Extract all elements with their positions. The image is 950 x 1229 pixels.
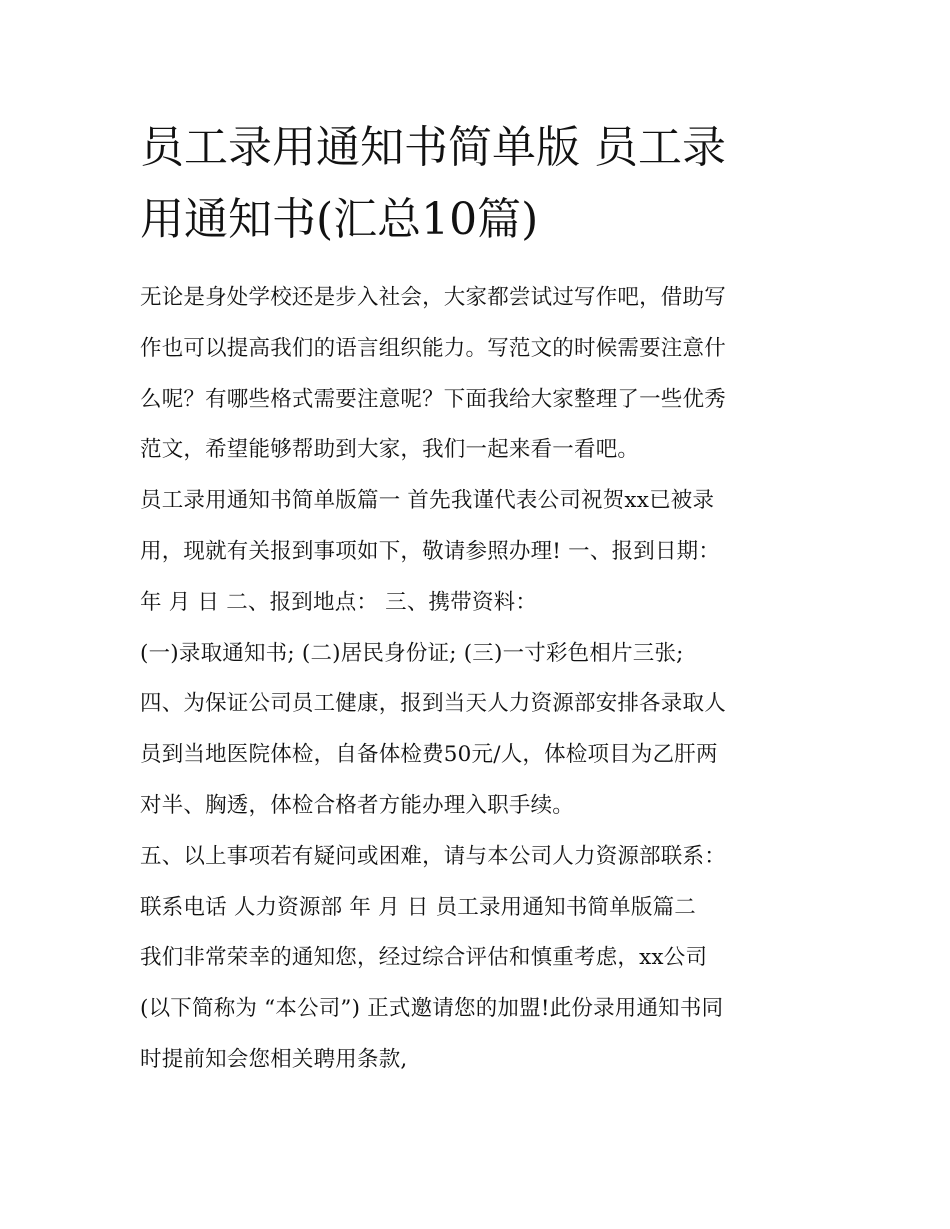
body-line: 范文，希望能够帮助到大家，我们一起来看一看吧。 [140, 437, 640, 463]
body-line: 年 月 日 二、报到地点： 三、携带资料： [140, 589, 538, 615]
body-line: 用，现就有关报到事项如下，敬请参照办理! 一、报到日期： [140, 538, 721, 564]
body-line: 四、为保证公司员工健康，报到当天人力资源部安排各录取人 [140, 691, 726, 717]
body-line: 作也可以提高我们的语言组织能力。写范文的时候需要注意什 [140, 335, 726, 361]
body-line: 五、以上事项若有疑问或困难，请与本公司人力资源部联系： [140, 843, 726, 869]
body-line: 员到当地医院体检，自备体检费50元/人，体检项目为乙肝两 [140, 742, 718, 768]
title-line-1: 员工录用通知书简单版 员工录 [140, 122, 726, 173]
body-line: (一)录取通知书; (二)居民身份证; (三)一寸彩色相片三张; [140, 640, 684, 666]
document-title [140, 112, 820, 256]
body-line: 无论是身处学校还是步入社会，大家都尝试过写作吧，借助写 [140, 285, 726, 310]
body-line: 我们非常荣幸的通知您，经过综合评估和慎重考虑，xx公司 [140, 945, 708, 971]
body-line: 联系电话 人力资源部 年 月 日 员工录用通知书简单版篇二 [140, 894, 696, 920]
body-line: 时提前知会您相关聘用条款, [140, 1046, 408, 1072]
body-line: (以下简称为 “本公司”) 正式邀请您的加盟!此份录用通知书同 [140, 996, 724, 1022]
document-body [140, 273, 820, 1086]
body-line: 对半、胸透，体检合格者方能办理入职手续。 [140, 792, 575, 818]
title-line-2: 用通知书(汇总10篇) [140, 194, 539, 245]
body-line: 员工录用通知书简单版篇一 首先我谨代表公司祝贺xx已被录 [140, 488, 715, 514]
body-line: 么呢？有哪些格式需要注意呢？下面我给大家整理了一些优秀 [140, 386, 726, 412]
